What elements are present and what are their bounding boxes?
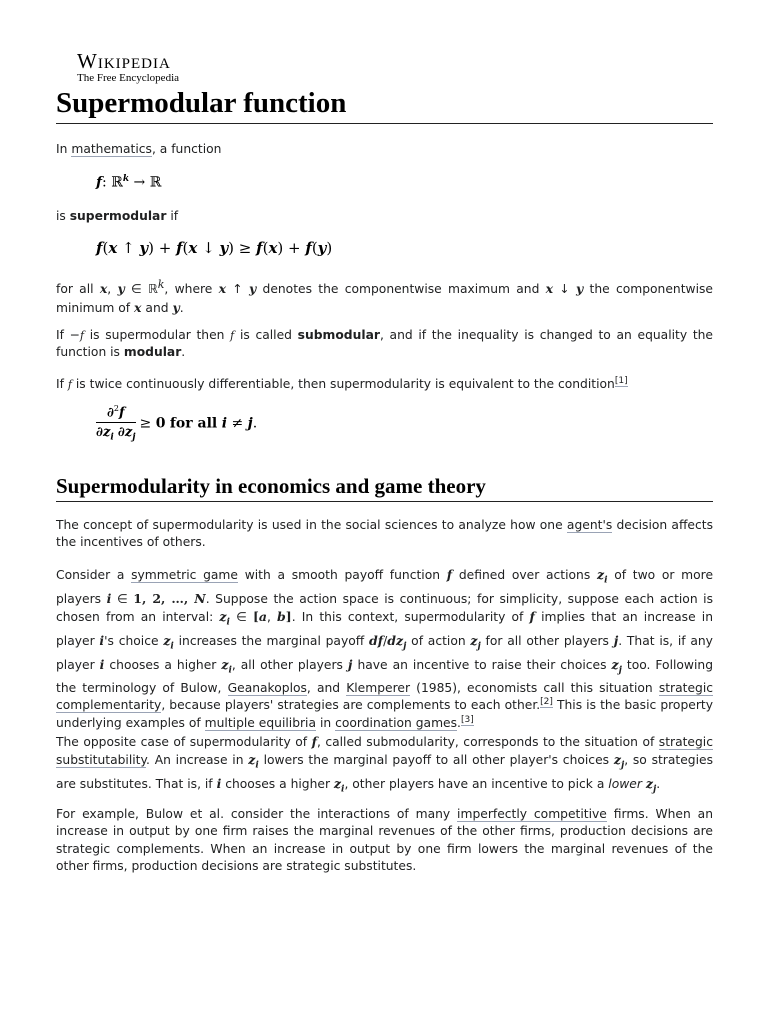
intro-paragraph-3: for all x, y ∈ ℝ$^k$, where x ↑ y denotes the componentwise maximum and x ↓ y the componentwise minimum of x and y. [56, 278, 713, 315]
mathematics-link[interactable]: mathematics [71, 142, 152, 156]
formula-cross-partial-condition: $\frac{\partial^2f}{\partial z_i \partial z_j}$ ≥ 0 for all i ≠ j. [96, 404, 258, 443]
intro-paragraph-1: In mathematics, a function [56, 142, 222, 156]
formula-supermodular-inequality: f(x ↑ y) + f(x ↓ y) ≥ f(x) + f(y) [96, 239, 333, 257]
strategic-substitutability-link[interactable]: strategic substitutability [56, 735, 713, 768]
wikipedia-logo[interactable] [77, 50, 179, 85]
logo-wordmark: Wikipedia [77, 49, 171, 73]
reference-3-link[interactable]: [3] [460, 714, 474, 725]
geanakoplos-link[interactable]: Geanakoplos [227, 681, 307, 696]
page-title: Supermodular function [56, 84, 713, 124]
agent-link[interactable]: agent's [566, 518, 613, 532]
symmetric-game-link[interactable]: symmetric game [131, 568, 238, 582]
intro-paragraph-4: If −f is supermodular then f is called submodular, and if the inequality is changed to an equality the function is modular. [56, 328, 714, 360]
section-paragraph-2: Consider a symmetric game with a smooth payoff function f defined over actions $z_i$ of two or more players i ∈ 1, 2, …, N. Suppose the action space is continuous; for simplicity, suppose each action is chosen from an interval: $z_i$ ∈ [a, b]. In this context, supermodularity of f implies that an increase in player i's choice $z_i$ increases the marginal payoff $df/dz_j$ of action $z_j$ for all other players j. That is, if any player i chooses a higher $z_i$, all other players j have an incentive to raise their choices $z_j$ too. Following the terminology of Bulow, Geanakoplos, and Klemperer (1985), economists call this situation strategic complementarity, because players' strategies are complements to each other.[2] This is the basic property underlying examples of multiple equilibria in coordination games.[3] [56, 567, 714, 730]
section-paragraph-3: The opposite case of supermodularity of f, called submodularity, corresponds to the situation of strategic substitutability. An increase in $z_i$ lowers the marginal payoff to all other player's choices $z_j$, so strategies are substitutes. That is, if i chooses a higher $z_i$, other players have an incentive to pick a lower $z_j$. [56, 734, 713, 795]
logo-tagline: The Free Encyclopedia [77, 72, 180, 84]
coordination-games-link[interactable]: coordination games [335, 715, 458, 730]
section-heading: Supermodularity in economics and game theory [56, 473, 713, 502]
formula-function-definition: f: ℝ$^k$ → ℝ [96, 174, 162, 191]
strategic-complementarity-link[interactable]: strategic complementarity [56, 681, 714, 713]
klemperer-link[interactable]: Klemperer [346, 681, 411, 696]
imperfectly-competitive-link[interactable]: imperfectly competitive [457, 807, 607, 821]
intro-paragraph-5: If f is twice continuously differentiable, then supermodularity is equivalent to the condition[1] [56, 376, 628, 391]
intro-paragraph-2: is supermodular if [56, 209, 179, 223]
section-paragraph-4: For example, Bulow et al. consider the interactions of many imperfectly competitive firms. When an increase in output by one firm raises the marginal revenues of the other firms, production decisions are strategic complements. When an increase in output by one firm lowers the marginal revenues of the other firms, production decisions are strategic substitutes. [56, 807, 713, 874]
section-paragraph-1: The concept of supermodularity is used in the social sciences to analyze how one agent's decision affects the incentives of others. [56, 518, 713, 550]
multiple-equilibria-link[interactable]: multiple equilibria [204, 715, 317, 730]
reference-1-link[interactable]: [1] [614, 376, 628, 386]
reference-2-link[interactable]: [2] [540, 697, 553, 708]
